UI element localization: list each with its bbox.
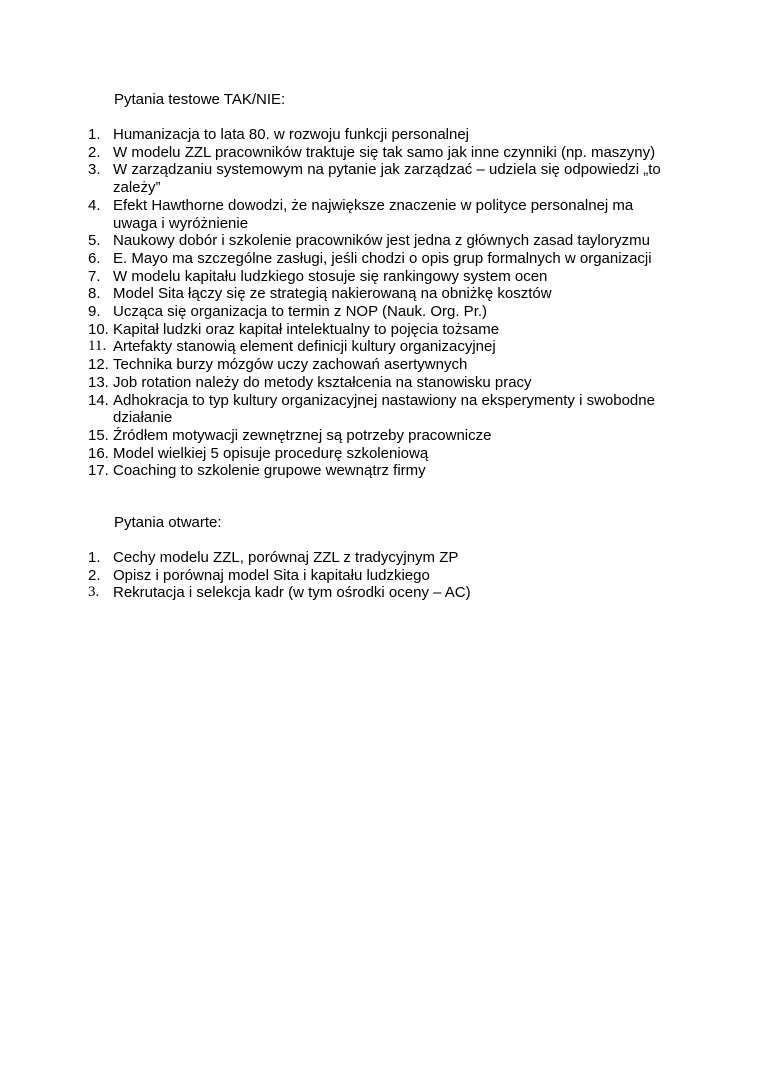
question-item (88, 144, 678, 162)
question-text: W zarządzaniu systemowym na pytanie jak zarządzać – udziela się odpowiedzi „to zależy” (113, 161, 661, 197)
question-item (88, 392, 678, 427)
question-number: 7. (88, 267, 101, 285)
question-item (88, 338, 678, 356)
question-text: Rekrutacja i selekcja kadr (w tym ośrodki oceny – AC) (113, 584, 471, 602)
question-item (88, 462, 678, 480)
question-text: Humanizacja to lata 80. w rozwoju funkcji personalnej (113, 126, 470, 143)
question-text: Job rotation należy do metody kształcenia na stanowisku pracy (113, 373, 532, 391)
question-item (88, 285, 678, 303)
question-item (88, 445, 678, 463)
question-text: Kapitał ludzki oraz kapitał intelektualny to pojęcia tożsame (113, 320, 500, 338)
question-text: Źródłem motywacji zewnętrznej są potrzeby pracownicze (113, 426, 492, 444)
question-item (88, 321, 678, 339)
question-item (88, 268, 678, 286)
question-text: Naukowy dobór i szkolenie pracowników jest jedna z głównych zasad tayloryzmu (113, 232, 650, 250)
question-number: 1. (88, 126, 101, 143)
question-text: W modelu ZZL pracowników traktuje się tak samo jak inne czynniki (np. maszyny) (113, 143, 656, 161)
question-text: Opisz i porównaj model Sita i kapitału ludzkiego (113, 566, 430, 584)
open-question-list (88, 549, 678, 602)
question-number: 9. (88, 303, 101, 321)
question-item (88, 427, 678, 445)
question-number: 12. (88, 356, 109, 374)
question-number: 15. (88, 426, 109, 444)
question-item (88, 250, 678, 268)
question-number: 3. (88, 161, 101, 179)
question-number: 1. (88, 549, 101, 566)
question-number: 10. (88, 320, 109, 338)
question-item (88, 356, 678, 374)
section-heading-true-false: Pytania testowe TAK/NIE: (114, 91, 286, 108)
question-text: Adhokracja to typ kultury organizacyjnej nastawiony na eksperymenty i swobodne działanie (113, 391, 655, 427)
question-item (88, 374, 678, 392)
question-number: 2. (88, 566, 101, 584)
question-number: 17. (88, 462, 109, 480)
question-text: Efekt Hawthorne dowodzi, że największe znaczenie w polityce personalnej ma uwaga i wyróżnienie (113, 196, 634, 232)
question-text: W modelu kapitału ludzkiego stosuje się rankingowy system ocen (113, 267, 548, 285)
question-number: 4. (88, 196, 101, 214)
question-number: 11. (88, 338, 107, 355)
question-item (88, 549, 678, 567)
question-item (88, 232, 678, 250)
question-item (88, 126, 678, 144)
question-number: 2. (88, 143, 101, 161)
question-number: 3. (88, 584, 100, 601)
question-item (88, 584, 678, 602)
question-number: 8. (88, 285, 101, 303)
question-text: Cechy modelu ZZL, porównaj ZZL z tradycyjnym ZP (113, 549, 459, 566)
question-text: Model wielkiej 5 opisuje procedurę szkoleniową (113, 444, 429, 462)
question-item (88, 567, 678, 585)
question-number: 16. (88, 444, 109, 462)
question-text: Model Sita łączy się ze strategią nakierowaną na obniżkę kosztów (113, 285, 552, 303)
question-text: Ucząca się organizacja to termin z NOP (Nauk. Org. Pr.) (113, 303, 488, 321)
question-number: 14. (88, 391, 109, 409)
question-number: 6. (88, 249, 101, 267)
question-number: 13. (88, 373, 109, 391)
question-text: Artefakty stanowią element definicji kultury organizacyjnej (113, 338, 496, 356)
question-number: 5. (88, 232, 101, 250)
question-text: Technika burzy mózgów uczy zachowań asertywnych (113, 356, 468, 374)
question-item (88, 197, 678, 232)
question-item (88, 303, 678, 321)
question-text: E. Mayo ma szczególne zasługi, jeśli chodzi o opis grup formalnych w organizacji (113, 249, 652, 267)
true-false-question-list (88, 126, 678, 480)
question-text: Coaching to szkolenie grupowe wewnątrz firmy (113, 462, 426, 480)
question-item (88, 161, 678, 196)
section-heading-open-questions: Pytania otwarte: (114, 514, 222, 531)
